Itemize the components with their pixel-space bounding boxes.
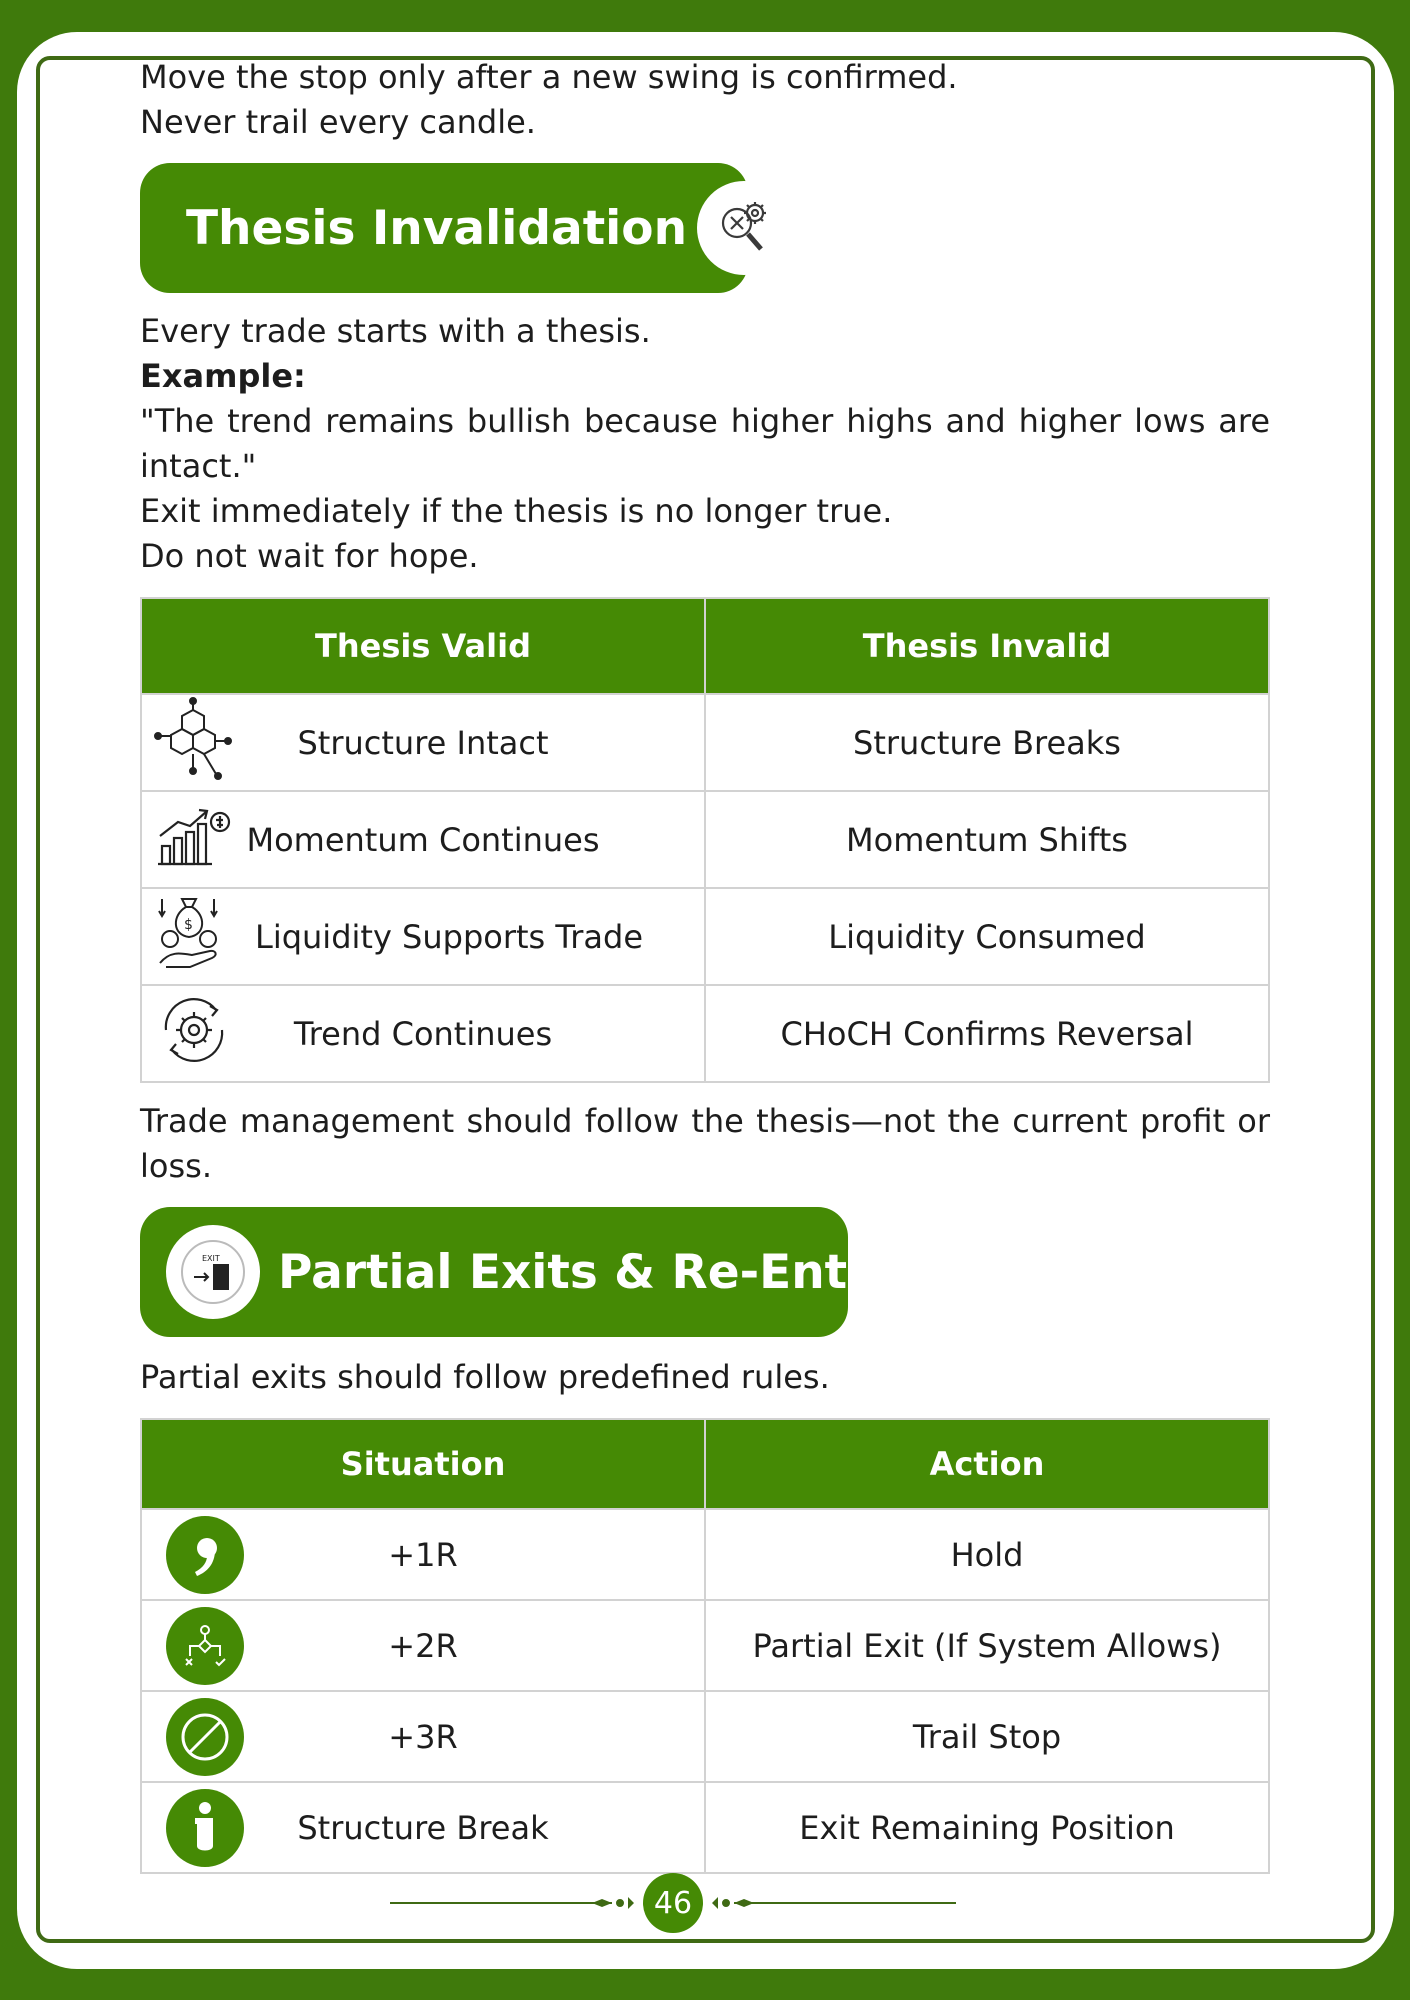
- table-row: [141, 1782, 1269, 1873]
- table-row: [141, 694, 1269, 791]
- page-number: 46: [643, 1873, 703, 1933]
- thesis-invalid-header: Thesis Invalid: [705, 598, 1269, 694]
- thesis-line-3: Exit immediately if the thesis is no longer true.: [140, 492, 893, 530]
- invalid-cell: CHoCH Confirms Reversal: [705, 985, 1269, 1082]
- invalid-cell: Structure Breaks: [705, 694, 1269, 791]
- example-label: Example:: [140, 357, 306, 395]
- intro-line-2: Never trail every candle.: [140, 103, 536, 141]
- table-row: [141, 888, 1269, 985]
- table-row: [141, 791, 1269, 888]
- action-cell: Exit Remaining Position: [705, 1782, 1269, 1873]
- decision-flow-icon: [166, 1607, 244, 1685]
- footer-rule-left: [390, 1902, 612, 1904]
- comma-icon: [166, 1516, 244, 1594]
- table-row: [141, 985, 1269, 1082]
- valid-cell: [141, 985, 705, 1082]
- thesis-table: [140, 597, 1270, 1083]
- invalid-cell: Momentum Shifts: [705, 791, 1269, 888]
- partial-intro: Partial exits should follow predefined rules.: [140, 1358, 830, 1396]
- thesis-section-banner: [140, 163, 748, 293]
- footer-rule-right: [734, 1902, 956, 1904]
- partial-section-banner: [140, 1207, 901, 1337]
- situation-cell: [141, 1600, 705, 1691]
- action-header: Action: [705, 1419, 1269, 1509]
- valid-text: Trend Continues: [293, 1014, 553, 1053]
- situation-text: Structure Break: [297, 1808, 549, 1847]
- gear-magnifier-icon: [697, 181, 791, 275]
- action-cell: Hold: [705, 1509, 1269, 1600]
- intro-line-1: Move the stop only after a new swing is confirmed.: [140, 58, 958, 96]
- exit-sign-text: EXIT: [202, 1254, 220, 1263]
- partial-table: [140, 1418, 1270, 1874]
- prohibited-icon: [166, 1698, 244, 1776]
- thesis-valid-header: Thesis Valid: [141, 598, 705, 694]
- thesis-after-text: Trade management should follow the thesis—not the current profit or loss.: [140, 1102, 1270, 1185]
- thesis-section-title: Thesis Invalidation: [186, 200, 688, 256]
- valid-text: Momentum Continues: [246, 820, 600, 859]
- thesis-line-1: Every trade starts with a thesis.: [140, 312, 651, 350]
- money-bag-hand-icon: [156, 895, 222, 979]
- table-row: [141, 1509, 1269, 1600]
- table-row: [141, 1600, 1269, 1691]
- example-quote: "The trend remains bullish because higher highs and higher lows are intact.": [140, 402, 1270, 485]
- action-cell: Trail Stop: [705, 1691, 1269, 1782]
- situation-cell: [141, 1782, 705, 1873]
- situation-cell: [141, 1691, 705, 1782]
- exit-door-icon: [166, 1225, 260, 1319]
- page-footer: [390, 1873, 956, 1933]
- page-content: [140, 55, 1270, 1874]
- invalid-cell: Liquidity Consumed: [705, 888, 1269, 985]
- valid-text: Liquidity Supports Trade: [254, 917, 643, 956]
- situation-cell: [141, 1509, 705, 1600]
- valid-cell: [141, 888, 705, 985]
- action-cell: Partial Exit (If System Allows): [705, 1600, 1269, 1691]
- partial-section-title: Partial Exits & Re-Entry: [278, 1244, 901, 1300]
- molecule-structure-icon: [148, 696, 238, 790]
- svg-text:$: $: [184, 916, 193, 933]
- footer-ornament-left: [590, 1893, 640, 1913]
- situation-text: +3R: [388, 1717, 458, 1756]
- info-icon: [166, 1789, 244, 1867]
- valid-cell: [141, 791, 705, 888]
- thesis-line-4: Do not wait for hope.: [140, 537, 479, 575]
- table-row: [141, 1691, 1269, 1782]
- cycle-gear-icon: [156, 992, 232, 1076]
- situation-header: Situation: [141, 1419, 705, 1509]
- situation-text: +2R: [388, 1626, 458, 1665]
- valid-text: Structure Intact: [297, 723, 549, 762]
- valid-cell: [141, 694, 705, 791]
- situation-text: +1R: [388, 1535, 458, 1574]
- growth-chart-icon: [156, 806, 232, 874]
